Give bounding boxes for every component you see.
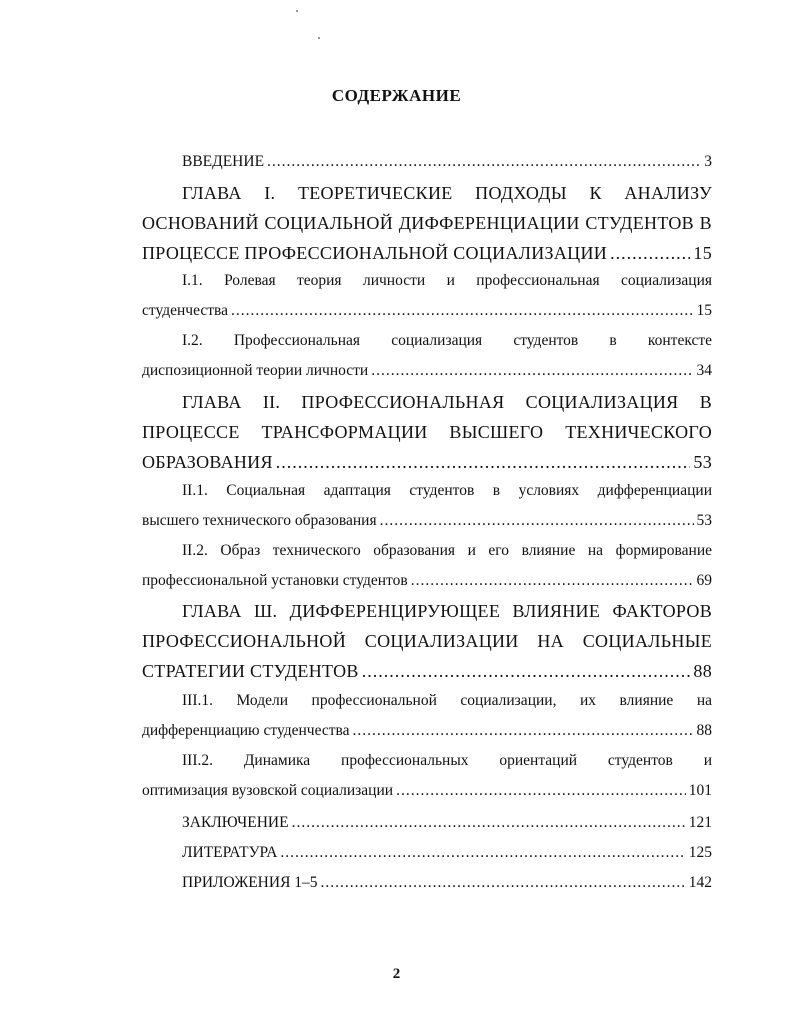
entry-title: студенчества [142, 302, 228, 319]
leader-dots [371, 362, 693, 380]
entry-title: профессиональной установки студентов [142, 572, 408, 589]
leader-dots [411, 572, 694, 590]
entry-page: 69 [696, 572, 712, 589]
entry-line: I.2. Профессиональная социализация студентов в контексте [182, 332, 712, 349]
entry-title: ЛИТЕРАТУРА [182, 844, 278, 861]
entry-line: ГЛАВА I. ТЕОРЕТИЧЕСКИЕ ПОДХОДЫ К АНАЛИЗУ [182, 183, 712, 203]
leader-dots [396, 782, 686, 800]
entry-page: 53 [696, 512, 712, 529]
leader-dots [610, 243, 690, 264]
entry-line: ГЛАВА II. ПРОФЕССИОНАЛЬНАЯ СОЦИАЛИЗАЦИЯ В [182, 392, 712, 412]
entry-page: 34 [696, 362, 712, 379]
page-number: 2 [392, 966, 401, 982]
entry-line: ПРОЦЕССЕ ТРАНСФОРМАЦИИ ВЫСШЕГО ТЕХНИЧЕСКОГО [142, 422, 712, 442]
entry-title: СТРАТЕГИИ СТУДЕНТОВ [142, 661, 359, 681]
entry-title: ВВЕДЕНИЕ [182, 153, 265, 170]
page-title: СОДЕРЖАНИЕ [331, 86, 462, 105]
scan-speck [296, 10, 298, 12]
leader-dots [276, 452, 691, 473]
entry-title: ПРИЛОЖЕНИЯ 1–5 [182, 874, 318, 891]
leader-dots [280, 844, 685, 862]
entry-page: 53 [693, 452, 712, 472]
entry-line: III.2. Динамика профессиональных ориентаций студентов и [182, 752, 712, 769]
entry-title: диспозиционной теории личности [142, 362, 369, 379]
entry-line: I.1. Ролевая теория личности и профессиональная социализация [182, 272, 712, 289]
entry-line: ГЛАВА Ш. ДИФФЕРЕНЦИРУЮЩЕЕ ВЛИЯНИЕ ФАКТОРОВ [182, 601, 712, 621]
entry-line: ОСНОВАНИЙ СОЦИАЛЬНОЙ ДИФФЕРЕНЦИАЦИИ СТУДЕНТОВ В [142, 213, 712, 233]
leader-dots [362, 661, 691, 682]
entry-page: 15 [696, 302, 712, 319]
entry-title: дифференциацию студенчества [142, 722, 350, 739]
entry-page: 3 [704, 153, 712, 170]
entry-title: ОБРАЗОВАНИЯ [142, 452, 273, 472]
entry-page: 125 [688, 844, 712, 861]
entry-page: 15 [693, 243, 712, 263]
entry-line: II.1. Социальная адаптация студентов в условиях дифференциации [182, 482, 712, 499]
entry-title: ЗАКЛЮЧЕНИЕ [182, 814, 289, 831]
scan-speck [318, 37, 320, 39]
leader-dots [267, 153, 701, 171]
entry-title: ПРОЦЕССЕ ПРОФЕССИОНАЛЬНОЙ СОЦИАЛИЗАЦИИ [142, 243, 608, 263]
entry-title: высшего технического образования [142, 512, 377, 529]
entry-line: ПРОФЕССИОНАЛЬНОЙ СОЦИАЛИЗАЦИИ НА СОЦИАЛЬНЫЕ [142, 631, 712, 651]
entry-line: III.1. Модели профессиональной социализации, их влияние на [182, 692, 712, 709]
leader-dots [353, 722, 694, 740]
entry-line: II.2. Образ технического образования и его влияние на формирование [182, 542, 712, 559]
entry-page: 121 [688, 814, 712, 831]
entry-page: 142 [688, 874, 712, 891]
entry-title: оптимизация вузовской социализации [142, 782, 394, 799]
entry-page: 88 [693, 661, 712, 681]
leader-dots [321, 874, 686, 892]
leader-dots [380, 512, 694, 530]
entry-page: 88 [696, 722, 712, 739]
leader-dots [231, 302, 694, 320]
leader-dots [292, 814, 686, 832]
entry-page: 101 [688, 782, 712, 799]
